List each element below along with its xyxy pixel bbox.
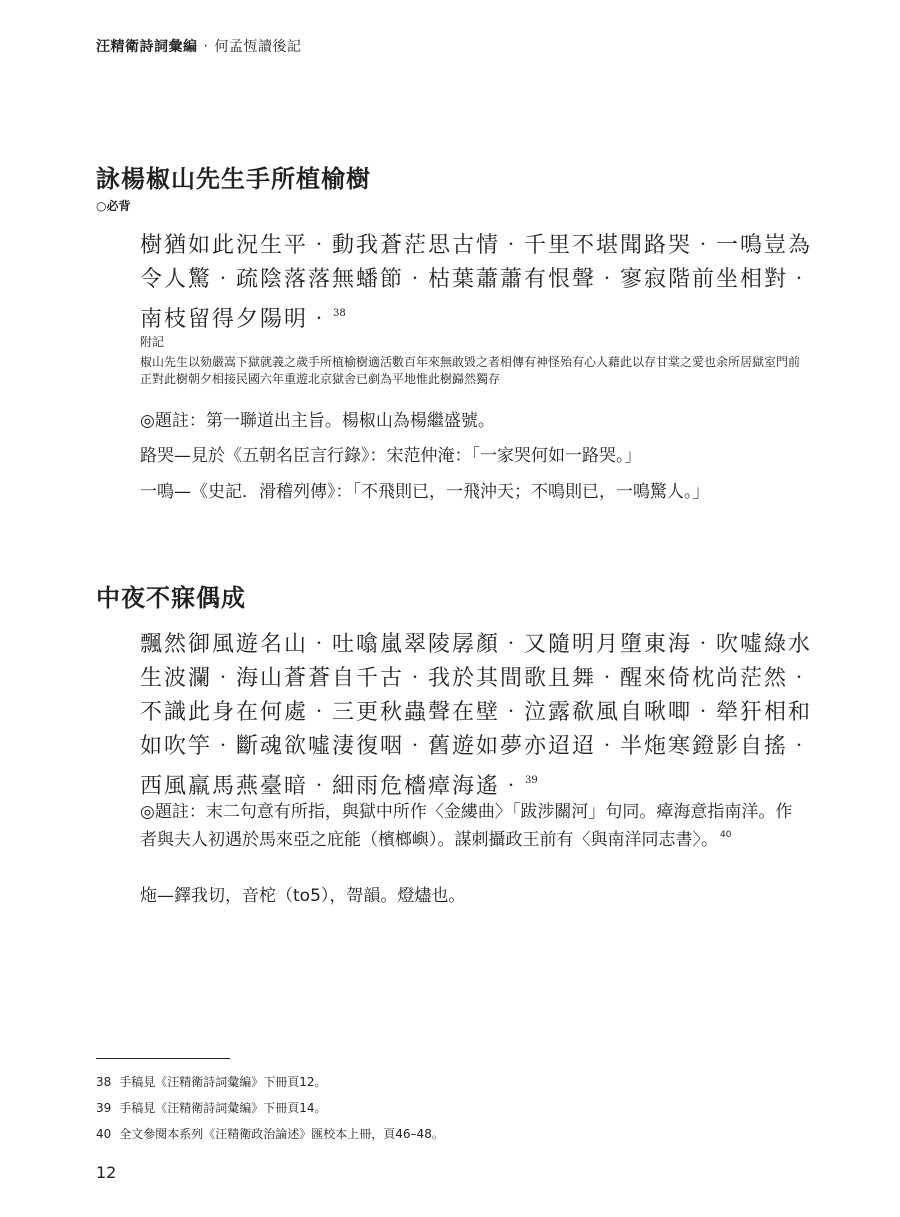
annotation-note: 一鳴—《史記．滑稽列傳》：「不飛則已，一飛沖天；不鳴則已，一鳴驚人。」	[140, 482, 710, 502]
title-note	[140, 801, 800, 852]
poem-line	[140, 297, 820, 337]
footnote-ref[interactable]: 39	[525, 775, 538, 786]
must-memorize-badge: ○必背	[96, 199, 131, 213]
poem-line-text: 西風羸馬燕臺暗‧細雨危檣瘴海遙‧	[140, 774, 525, 799]
footnote	[96, 1100, 327, 1116]
running-head	[96, 36, 301, 56]
poem-body-2	[140, 628, 820, 804]
section-title: 何孟恆讀後記	[214, 39, 302, 55]
footnote-number: 38	[96, 1075, 112, 1089]
afterword-label: 附記	[140, 335, 165, 349]
footnote	[96, 1074, 327, 1090]
annotation-note: 路哭—見於《五朝名臣言行錄》：宋范仲淹：「一家哭何如一路哭。」	[140, 446, 642, 466]
annotation-note: 炧—鐸我切，音柁（to5），哿韻。燈燼也。	[140, 886, 466, 906]
footnote	[96, 1126, 444, 1142]
poem-title-1: 詠楊椒山先生手所植榆樹	[96, 165, 371, 193]
title-note: ◎題註：第一聯道出主旨。楊椒山為楊繼盛號。	[140, 411, 495, 431]
poem-line-text: 南枝留得夕陽明‧	[140, 307, 333, 332]
header-separator: ‧	[203, 39, 209, 55]
book-title: 汪精衛詩詞彙編	[96, 39, 198, 55]
poem-line: 不識此身在何處‧三更秋蟲聲在壁‧泣露欷風自啾唧‧犖犴相和	[140, 700, 813, 725]
poem-line	[140, 764, 820, 804]
poem-line: 飄然御風遊名山‧吐噏嵐翠陵孱顏‧又隨明月墮東海‧吹噓綠水	[140, 632, 813, 657]
footnote-text: 全文參閱本系列《汪精衛政治論述》匯校本上冊，頁46–48。	[119, 1127, 444, 1141]
footnote-divider	[96, 1058, 230, 1059]
poem-line: 令人驚‧疏陰落落無蟠節‧枯葉蕭蕭有恨聲‧寥寂階前坐相對‧	[140, 267, 813, 292]
poem-body-1	[140, 229, 820, 337]
footnote-number: 40	[96, 1127, 112, 1141]
poem-title-2: 中夜不寐偶成	[96, 584, 246, 612]
footnote-text: 手稿見《汪精衛詩詞彙編》下冊頁12。	[119, 1075, 327, 1089]
footnote-ref[interactable]: 38	[333, 308, 346, 319]
afterword-text: 椒山先生以劾嚴嵩下獄就義之歲手所植榆樹適活數百年來無敢毀之者相傳有神怪殆有心人藉此以存甘棠之愛也余所居獄室門前正對此樹朝夕相接民國六年重遊北京獄舍已剷為平地惟此樹巋然獨存	[140, 355, 801, 386]
page-number: 12	[96, 1163, 117, 1182]
footnote-ref[interactable]: 40	[720, 830, 732, 840]
footnote-number: 39	[96, 1101, 112, 1115]
poem-line: 生波瀾‧海山蒼蒼自千古‧我於其間歌且舞‧醒來倚枕尚茫然‧	[140, 666, 813, 691]
poem-line: 樹猶如此況生平‧動我蒼茫思古情‧千里不堪聞路哭‧一鳴豈為	[140, 233, 813, 258]
poem-line: 如吹竽‧斷魂欲噓淒復咽‧舊遊如夢亦迢迢‧半炧寒鐙影自搖‧	[140, 734, 813, 759]
note-text: ◎題註：末二句意有所指，與獄中所作〈金縷曲〉「跋涉關河」句同。瘴海意指南洋。作者與夫人初遇於馬來亞之庇能（檳榔嶼）。謀刺攝政王前有〈與南洋同志書〉。	[140, 802, 793, 850]
footnote-text: 手稿見《汪精衛詩詞彙編》下冊頁14。	[119, 1101, 327, 1115]
afterword	[140, 334, 810, 388]
